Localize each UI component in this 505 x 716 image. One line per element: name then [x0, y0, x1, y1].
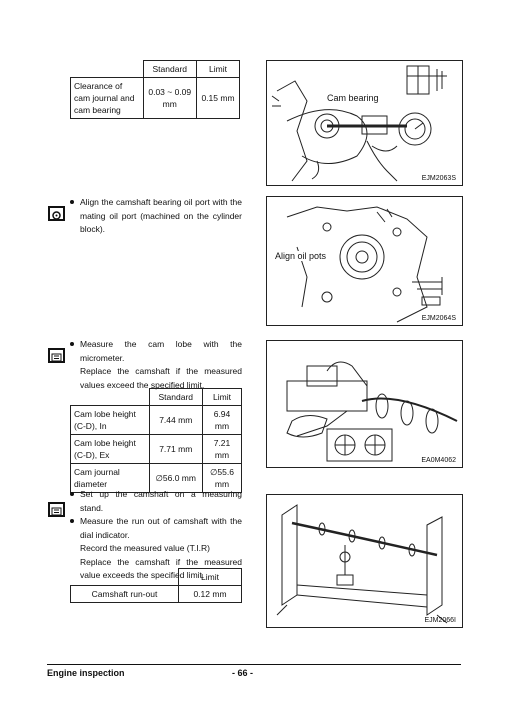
- table-cell: Clearance of cam journal and cam bearing: [71, 78, 144, 119]
- table-cell: Camshaft run-out: [71, 586, 179, 603]
- figure-code: EJM2064S: [421, 315, 456, 322]
- micrometer-icon: [50, 352, 63, 363]
- list-item: Measure the cam lobe with the micrometer.: [70, 338, 242, 365]
- table-cell: 7.44 mm: [149, 406, 203, 435]
- table-header: [71, 61, 144, 78]
- cam-bearing-illustration: [267, 61, 462, 185]
- table-header: Standard: [149, 389, 203, 406]
- tool-icon: [48, 502, 65, 517]
- figure-code: EJM2066I: [424, 617, 456, 624]
- table-header: [71, 569, 179, 586]
- wrench-icon: [50, 210, 63, 221]
- list-item-continuation: Replace the camshaft if the measured value exceeds the specified limit.: [80, 556, 242, 580]
- table-cell: 0.12 mm: [179, 586, 242, 603]
- table-header: Standard: [143, 61, 197, 78]
- table-row: [71, 435, 242, 464]
- measure-cam-instructions: [70, 338, 242, 392]
- figure-code: EJM2063S: [421, 175, 456, 182]
- list-item: Set up the camshaft on a measuring stand.: [70, 488, 242, 515]
- cam-bearing-callout: Cam bearing: [327, 93, 379, 103]
- cylinder-block-illustration: [267, 197, 462, 325]
- table-cell: Cam journal diameter: [71, 464, 150, 493]
- table-header: Limit: [203, 389, 242, 406]
- dial-indicator-icon: [50, 506, 63, 517]
- table-cell: 7.71 mm: [149, 435, 203, 464]
- footer-divider: [47, 664, 461, 665]
- tool-icon: [48, 348, 65, 363]
- align-oil-figure: [266, 196, 463, 326]
- table-header: [71, 389, 150, 406]
- clearance-spec-table: [70, 60, 240, 119]
- table-cell: Cam lobe height (C-D), Ex: [71, 435, 150, 464]
- page-number: - 66 -: [232, 668, 254, 678]
- list-item-continuation: Replace the camshaft if the measured values exceed the specified limit.: [80, 366, 242, 390]
- runout-figure: [266, 494, 463, 628]
- table-row: [71, 78, 240, 119]
- measuring-stand-illustration: [267, 495, 462, 627]
- list-item: Measure the run out of camshaft with the dial indicator.: [70, 515, 242, 542]
- footer-section-title: Engine inspection: [47, 668, 125, 678]
- cam-bearing-figure: [266, 60, 463, 186]
- table-header: Limit: [179, 569, 242, 586]
- table-header: Limit: [197, 61, 240, 78]
- table-cell: ∅56.0 mm: [149, 464, 203, 493]
- table-cell: 6.94 mm: [203, 406, 242, 435]
- table-cell: Cam lobe height (C-D), In: [71, 406, 150, 435]
- tool-icon: [48, 206, 65, 221]
- table-cell: 0.03 ~ 0.09 mm: [143, 78, 197, 119]
- list-item-continuation: Record the measured value (T.I.R): [80, 543, 210, 553]
- align-instructions: [70, 196, 242, 237]
- micrometer-figure: [266, 340, 463, 468]
- table-row: [71, 586, 242, 603]
- runout-spec-table: [70, 568, 242, 603]
- align-oil-callout: Align oil pots: [275, 251, 327, 261]
- table-cell: 0.15 mm: [197, 78, 240, 119]
- cam-lobe-spec-table: [70, 388, 242, 493]
- table-cell: 7.21 mm: [203, 435, 242, 464]
- list-item: Align the camshaft bearing oil port with the mating oil port (machined on the cylinder block).: [70, 196, 242, 237]
- cam-lobe-illustration: [267, 341, 462, 467]
- figure-code: EA0M4062: [421, 457, 456, 464]
- table-cell: ∅55.6 mm: [203, 464, 242, 493]
- table-row: [71, 406, 242, 435]
